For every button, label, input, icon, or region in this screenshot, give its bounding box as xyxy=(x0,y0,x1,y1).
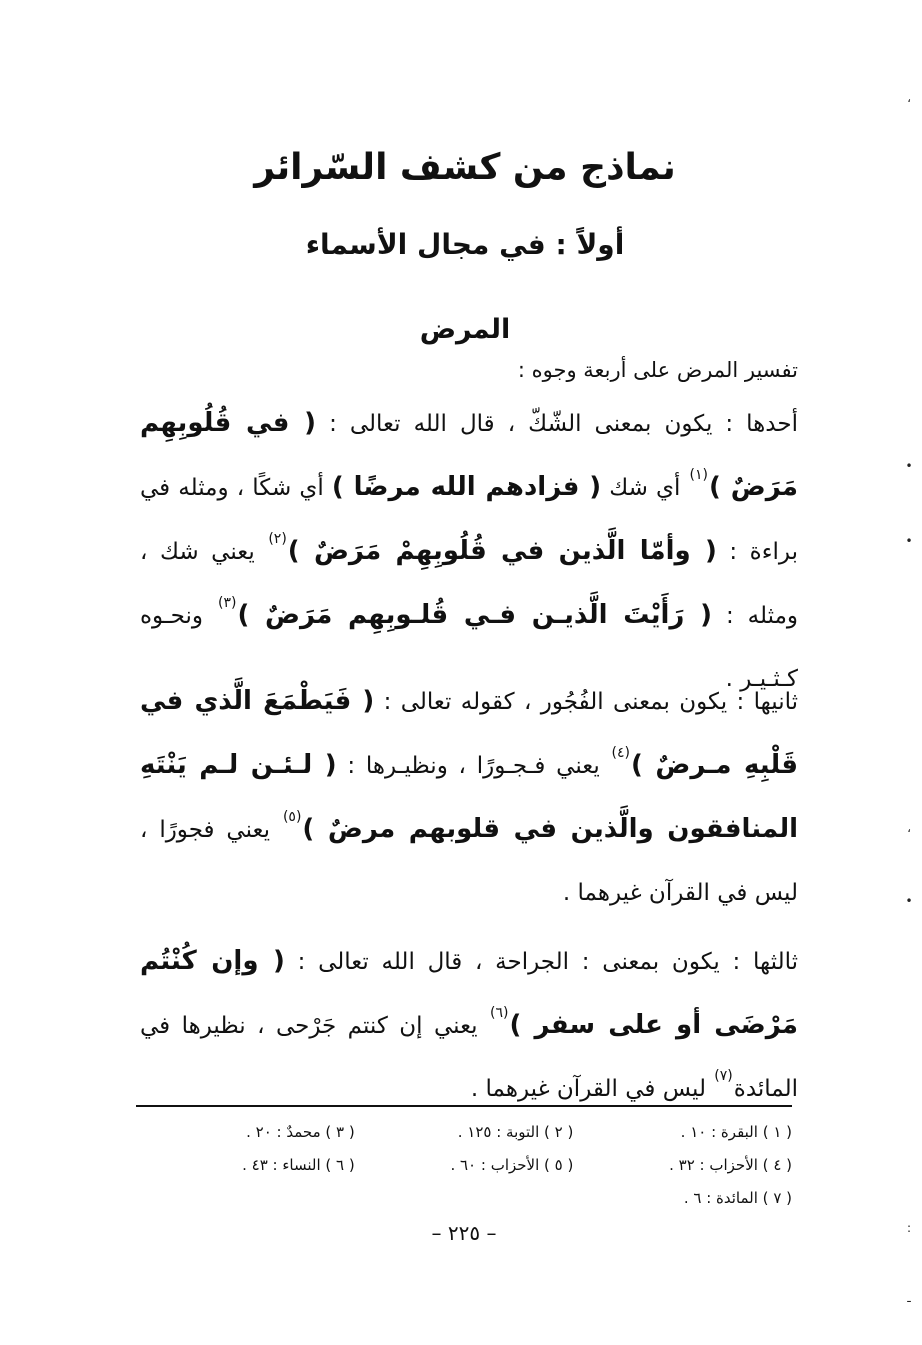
intro-line: تفسير المرض على أربعة وجوه : xyxy=(517,358,798,382)
quran-quote: ( وأمّا الَّذين في قُلُوبِهِمْ مَرَضٌ ) xyxy=(287,536,717,566)
footnote-marker: (٢) xyxy=(268,531,287,547)
topic-heading: المرض xyxy=(419,314,511,345)
paragraph-2 xyxy=(140,670,798,925)
footnote-divider xyxy=(136,1105,792,1107)
body-text: يعني إن كنتم جَرْحى ، نظيرها في المائدة xyxy=(140,1013,798,1102)
footnote-row xyxy=(136,1149,792,1182)
footnote-item: ( ٣ ) محمدٌ : ٢٠ . xyxy=(246,1123,355,1141)
body-text: أحدها : يكون بمعنى الشّكّ ، قال الله تعالى : xyxy=(316,411,798,437)
page-title: نماذج من كشف السّرائر xyxy=(254,147,676,188)
paragraph-3 xyxy=(140,930,798,1121)
scan-edge-mark: : xyxy=(906,1221,912,1235)
footnote-row xyxy=(136,1116,792,1149)
footnote-row xyxy=(136,1182,792,1215)
footnote-marker: (٣) xyxy=(218,595,237,611)
body-text: أي شك xyxy=(601,475,689,501)
footnotes xyxy=(136,1116,792,1215)
body-text: ليس في القرآن غيرهما . xyxy=(470,1076,714,1102)
footnote-marker: (٥) xyxy=(282,809,302,825)
body-text: يعني فـجـورًا ، ونظيـرها : xyxy=(336,753,611,779)
footnote-item: ( ٢ ) التوبة : ١٢٥ . xyxy=(457,1123,574,1141)
body-text: أي شكًا ، ومثله في براءة : xyxy=(140,475,799,565)
body-text: ونحـوه كـثـيـر . xyxy=(140,603,798,692)
body-text: ثالثها : يكون بمعنى : الجراحة ، قال الله تعالى : xyxy=(284,949,798,975)
scan-edge-mark: • xyxy=(905,534,913,548)
scan-edge-mark: ، xyxy=(907,821,911,835)
footnote-item: ( ٤ ) الأحزاب : ٣٢ . xyxy=(669,1156,792,1174)
quran-quote: ( وإن كُنْتُم مَرْضَى أو على سفر ) xyxy=(140,946,799,1040)
page-number: – ٢٢٥ – xyxy=(431,1221,497,1245)
scan-edge-mark: • xyxy=(905,894,913,908)
scan-edge-mark: • xyxy=(905,459,913,473)
scan-edge-mark: ، xyxy=(907,91,911,105)
body-text: يعني شك ، ومثله : xyxy=(140,539,798,629)
paragraph-1 xyxy=(140,392,798,711)
body-text: ثانيها : يكون بمعنى الفُجُور ، كقوله تعالى : xyxy=(374,689,799,715)
footnote-item: ( ٧ ) المائدة : ٦ . xyxy=(683,1189,792,1207)
footnote-marker: (٦) xyxy=(490,1005,509,1021)
quran-quote: ( فزادهم الله مرضًا ) xyxy=(331,472,602,502)
footnote-marker: (١) xyxy=(689,467,709,483)
footnote-marker: (٧) xyxy=(714,1068,733,1084)
footnote-item: ( ١ ) البقرة : ١٠ . xyxy=(680,1123,792,1141)
footnote-marker: (٤) xyxy=(611,745,630,761)
section-subtitle: أولاً : في مجال الأسماء xyxy=(305,228,625,261)
quran-quote: ( في قُلُوبِهِم مَرَضٌ ) xyxy=(140,408,799,502)
body-text: يعني فجورًا ، ليس في القرآن غيرهما . xyxy=(140,817,798,906)
quran-quote: ( لـئـن لـم يَنْتَهِ المنافقون والَّذين في قلوبهم مرضٌ ) xyxy=(140,750,799,844)
quran-quote: ( فَيَطْمَعَ الَّذي في قَلْبِهِ مـرضٌ ) xyxy=(140,686,798,780)
quran-quote: ( رَأَيْتَ الَّذيـن فـي قُلـوبِهِم مَرَضٌ ) xyxy=(237,600,712,630)
scan-edge-mark: ـ xyxy=(907,1291,911,1305)
footnote-item: ( ٥ ) الأحزاب : ٦٠ . xyxy=(450,1156,574,1174)
footnote-item: ( ٦ ) النساء : ٤٣ . xyxy=(242,1156,355,1174)
